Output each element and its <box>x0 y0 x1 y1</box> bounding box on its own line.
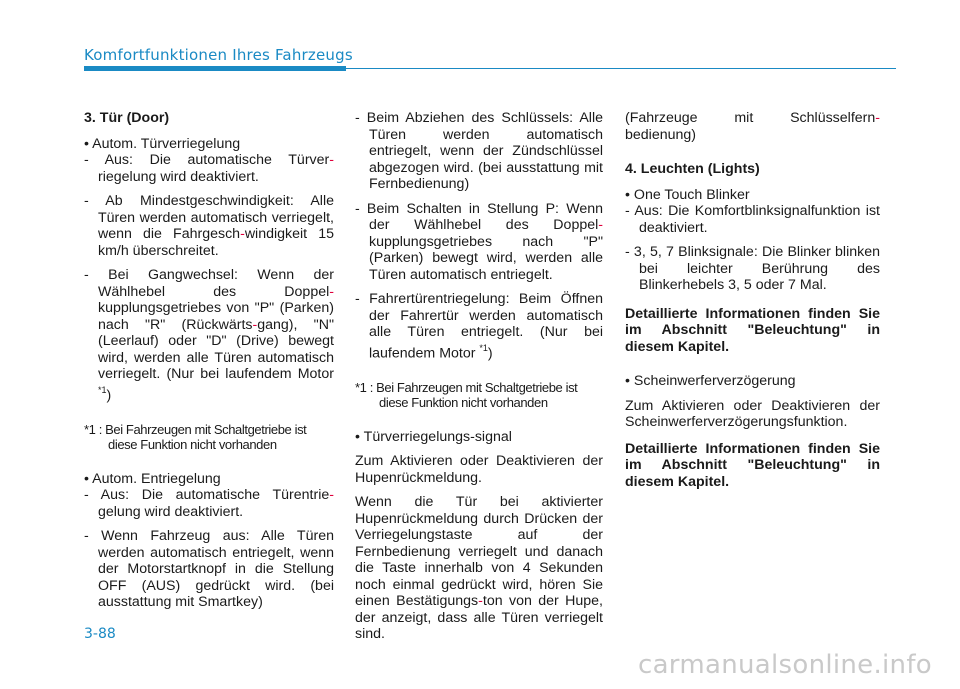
hyphen-mark: - <box>478 593 483 610</box>
hyphen-mark: - <box>329 152 334 168</box>
column-1 <box>84 110 334 611</box>
continued-text: (Fahrzeuge mit Schlüsselfern-bedienung) <box>625 110 880 143</box>
hyphen-mark: - <box>875 110 880 126</box>
watermark: carmanualsonline.info <box>637 650 932 680</box>
auto-unlock-off-item: - Aus: Die automatische Türentrie-gelung wird deaktiviert. <box>84 487 334 520</box>
auto-lock-gear-item: - Bei Gangwechsel: Wenn der Wählhebel des Doppel-kupplungsgetriebes von "P" (Parken) nach "R" (Rückwärts-gang), "N" (Leerlauf) oder "D" (Drive) bewegt wird, werden alle Türen automatisch verriegelt. (Nur bei laufendem Motor $^{*1}$) <box>84 267 334 404</box>
driver-door-unlock-item: - Fahrertürentriegelung: Beim Öffnen der Fahrertür werden automatisch alle Türen entriegelt. (Nur bei laufendem Motor $^{*1}$) <box>355 291 603 362</box>
header-rule-thick <box>84 66 346 71</box>
lock-signal-bullet: • Türverriegelungs-signal <box>355 428 512 445</box>
auto-lock-off-item: - Aus: Die automatische Türver-riegelung wird deaktiviert. <box>84 152 334 185</box>
headlamp-delay-desc: Zum Aktivieren oder Deaktivieren der Scheinwerferverzögerungsfunktion. <box>625 397 880 430</box>
hyphen-mark: - <box>329 283 334 300</box>
lights-heading: 4. Leuchten (Lights) <box>625 161 760 177</box>
footnote: *1 : Bei Fahrzeugen mit Schaltgetriebe ist diese Funktion nicht vorhanden <box>355 379 578 411</box>
door-heading: 3. Tür (Door) <box>84 110 170 126</box>
detail-info-1: Detaillierte Informationen finden Sie im Abschnitt "Beleuchtung" in diesem Kapitel. <box>625 305 880 355</box>
auto-unlock-vehicle-off-item: - Wenn Fahrzeug aus: Alle Türen werden automatisch entriegelt, wenn der Motorstartknopf in die Stellung OFF (AUS) gedrückt wird. (bei ausstattung mit Smartkey) <box>84 528 334 611</box>
column-2 <box>355 110 603 643</box>
footnote-ref: *1 <box>479 342 488 353</box>
park-shift-item: - Beim Schalten in Stellung P: Wenn der Wählhebel des Doppel-kupplungsgetriebes nach "P" (Parken) bewegt wird, werden alle Türen automatisch entriegelt. <box>355 200 603 283</box>
detail-info-2: Detaillierte Informationen finden Sie im Abschnitt "Beleuchtung" in diesem Kapitel. <box>625 440 880 490</box>
column-3 <box>625 110 880 490</box>
auto-unlock-bullet: • Autom. Entriegelung <box>84 470 221 487</box>
section-title: Komfortfunktionen Ihres Fahrzeugs <box>84 46 353 64</box>
lock-signal-desc: Zum Aktivieren oder Deaktivieren der Hupenrückmeldung. <box>355 453 603 486</box>
one-touch-blinker-bullet: • One Touch Blinker <box>625 186 750 203</box>
blinker-off-item: - Aus: Die Komfortblinksignalfunktion ist deaktiviert. <box>625 203 880 236</box>
headlamp-delay-bullet: • Scheinwerferverzögerung <box>625 373 796 389</box>
hyphen-mark: - <box>240 226 245 242</box>
hyphen-mark: - <box>252 316 258 333</box>
header-rule-thin <box>346 68 896 69</box>
page-number: 3-88 <box>84 626 116 642</box>
footnote-ref: *1 <box>98 384 107 395</box>
lock-signal-detail: Wenn die Tür bei aktivierter Hupenrückmeldung durch Drücken der Verriegelungstaste auf der Fernbedienung verriegelt und danach die Taste innerhalb von 4 Sekunden noch einmal gedrückt wird, hören Sie einen Bestätigungs-ton von der Hupe, der anzeigt, dass alle Türen verriegelt sind. <box>355 494 603 643</box>
auto-lock-bullet: • Autom. Türverriegelung <box>84 135 241 152</box>
hyphen-mark: - <box>598 217 603 233</box>
hyphen-mark: - <box>329 487 334 504</box>
auto-lock-speed-item: - Ab Mindestgeschwindigkeit: Alle Türen werden automatisch verriegelt, wenn die Fahrgesch-windigkeit 15 km/h überschreitet. <box>84 193 334 259</box>
footnote: *1 : Bei Fahrzeugen mit Schaltgetriebe ist diese Funktion nicht vorhanden <box>84 421 307 453</box>
blinker-count-item: - 3, 5, 7 Blinksignale: Die Blinker blinken bei leichter Berührung des Blinkerhebels 3, 5 oder 7 Mal. <box>625 244 880 293</box>
key-removal-item: - Beim Abziehen des Schlüssels: Alle Türen werden automatisch entriegelt, wenn der Zündschlüssel abgezogen wird. (bei ausstattung mit Fernbedienung) <box>355 110 603 192</box>
